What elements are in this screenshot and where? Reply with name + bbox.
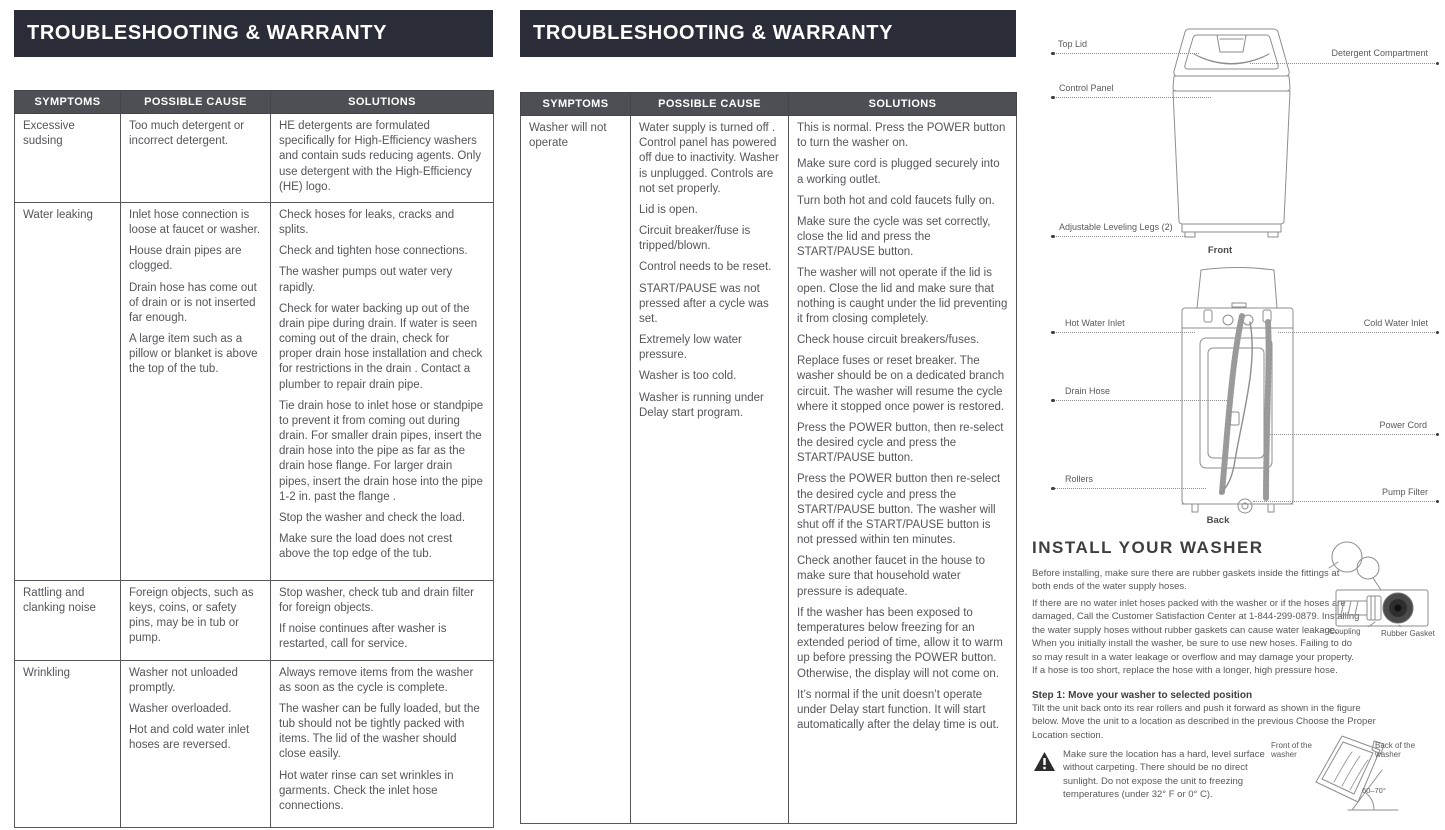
header-symptoms: SYMPTOMS: [15, 91, 121, 114]
solutions-cell: [271, 660, 494, 827]
cell-paragraph: Foreign objects, such as keys, coins, or safety pins, may be in tub or pump.: [129, 586, 254, 645]
cell-paragraph: Washer is running under Delay start program.: [639, 391, 764, 419]
table-header-row: [521, 93, 1017, 116]
header-solutions: SOLUTIONS: [271, 91, 494, 114]
causes-cell: [121, 202, 271, 580]
middle-column: [520, 10, 1016, 824]
label-adjustable-legs: Adjustable Leveling Legs (2): [1059, 222, 1173, 232]
cell-paragraph: Drain hose has come out of drain or is not inserted far enough.: [129, 281, 257, 324]
cell-paragraph: The washer pumps out water very rapidly.: [279, 266, 453, 294]
label-rubber-gasket: Rubber Gasket: [1381, 629, 1435, 638]
cell-paragraph: Hot water rinse can set wrinkles in garments. Check the inlet hose connections.: [279, 769, 454, 812]
label-drain-hose: Drain Hose: [1065, 386, 1111, 396]
cell-paragraph: Make sure the cycle was set correctly, close the lid and press the START/PAUSE button.: [797, 215, 991, 259]
cell-paragraph: Hot and cold water inlet hoses are reversed.: [129, 724, 250, 752]
front-diagram-caption: Front: [1207, 245, 1233, 256]
causes-cell: [121, 580, 271, 660]
step1-heading: Step 1: Move your washer to selected position: [1032, 690, 1253, 701]
table-header-row: [15, 91, 494, 114]
cell-paragraph: Press the POWER button then re-select the desired cycle and press the START/PAUSE button. The washer will shut off if the START/PAUSE button is not pressed within ten minutes.: [797, 473, 1001, 547]
solutions-cell: [789, 116, 1017, 824]
header-possible-cause: POSSIBLE CAUSE: [631, 93, 789, 116]
cell-paragraph: Make sure the load does not crest above the top edge of the tub.: [279, 533, 453, 561]
label-control-panel: Control Panel: [1059, 83, 1114, 93]
cell-paragraph: This is normal. Press the POWER button to turn the washer on.: [797, 122, 1006, 150]
cell-paragraph: Extremely low water pressure.: [639, 334, 742, 362]
cell-paragraph: If noise continues after washer is restarted, call for service.: [279, 623, 447, 651]
label-rollers: Rollers: [1065, 474, 1094, 484]
cell-paragraph: Water supply is turned off . Control panel has powered off due to inactivity. Washer is unplugged. Controls are not set properly.: [639, 122, 779, 195]
washer-back-illustration: [1170, 266, 1305, 514]
warning-text: Make sure the location has a hard, level surface without carpeting. There should be no direct sunlight. Do not expose the unit to freezing temperatures (under 32° F or 0° C).: [1063, 749, 1265, 801]
cell-paragraph: Make sure cord is plugged securely into a working outlet.: [797, 158, 1000, 186]
step1-body: Tilt the unit back onto its rear rollers and push it forward as shown in the figure below. Move the unit to a location as described in the previous Choose the Proper Location section.: [1032, 703, 1376, 741]
cell-paragraph: Control needs to be reset.: [639, 261, 772, 274]
cell-paragraph: Tie drain hose to inlet hose or standpipe to prevent it from coming out during drain. For smaller drain pipes, insert the drain hose into the pipe as far as the drain hose flange. For larger drain pipes, insert the drain hose into the pipe 1-2 in. past the flange .: [279, 399, 484, 503]
header-possible-cause: POSSIBLE CAUSE: [121, 91, 271, 114]
causes-cell: [121, 114, 271, 203]
coupling-gasket-illustration: [1323, 537, 1443, 627]
cell-paragraph: Washer is too cold.: [639, 370, 737, 383]
install-heading: INSTALL YOUR WASHER: [1032, 538, 1264, 557]
symptom-cell: Water leaking: [15, 202, 121, 580]
cell-paragraph: The washer can be fully loaded, but the tub should not be tightly packed with items. The lid of the washer should close easily.: [279, 702, 480, 761]
symptom-cell: Washer will not operate: [521, 116, 631, 824]
section-title-middle-text: TROUBLESHOOTING & WARRANTY: [533, 22, 894, 44]
left-column: [14, 10, 493, 828]
section-title-left: [14, 10, 493, 57]
cell-paragraph: Replace fuses or reset breaker. The washer should be on a dedicated branch circuit. The washer will resume the cycle where it stopped once power is restored.: [797, 355, 1005, 413]
cell-paragraph: The washer will not operate if the lid is open. Close the lid and make sure that nothing is caught under the lid preventing it from closing completely.: [797, 267, 1008, 325]
causes-cell: [631, 116, 789, 824]
header-solutions: SOLUTIONS: [789, 93, 1017, 116]
cell-paragraph: Stop washer, check tub and drain filter for foreign objects.: [279, 586, 474, 615]
cell-paragraph: Washer not unloaded promptly.: [129, 666, 238, 694]
cell-paragraph: Check another faucet in the house to make sure that household water pressure is adequate.: [797, 555, 985, 598]
back-diagram-caption: Back: [1206, 515, 1230, 526]
cell-paragraph: Turn both hot and cold faucets fully on.: [797, 194, 995, 207]
section-title-left-text: TROUBLESHOOTING & WARRANTY: [27, 22, 388, 44]
cell-paragraph: Lid is open.: [639, 203, 698, 216]
cell-paragraph: Press the POWER button, then re-select the desired cycle and press the START/PAUSE button.: [797, 421, 1004, 465]
cell-paragraph: START/PAUSE was not pressed after a cycle was set.: [639, 282, 769, 325]
cell-paragraph: If the washer has been exposed to temperatures below freezing for an extended period of time, allow it to warm up before pressing the POWER button. Otherwise, the display will not come on.: [797, 606, 1003, 680]
troubleshooting-table-left: [14, 90, 494, 828]
label-pump-filter: Pump Filter: [1381, 487, 1428, 497]
label-tilt-front: Front of the washer: [1271, 741, 1312, 760]
table-row: [15, 114, 494, 203]
label-coupling: Coupling: [1329, 627, 1361, 636]
label-top-lid: Top Lid: [1058, 39, 1088, 49]
label-tilt-angle: 60–70°: [1362, 786, 1386, 795]
cell-paragraph: A large item such as a pillow or blanket is above the top of the tub.: [129, 333, 258, 376]
solutions-cell: [271, 114, 494, 203]
cell-paragraph: Inlet hose connection is loose at faucet or washer.: [129, 208, 261, 237]
header-symptoms: SYMPTOMS: [521, 93, 631, 116]
install-paragraph-2: If there are no water inlet hoses packed with the washer or if the hoses are damaged, Call the Customer Satisfaction Center at 1-844-299-0879. Installing the water supply hoses without rubber gaskets can cause water leakage. When you initially install the washer, be sure to use new hoses. Failing to do so may result in a water leakage or overflow and may damage your property. If a hose is too short, replace the hose with a longer, high pressure hose.: [1032, 598, 1360, 677]
cell-paragraph: Check and tighten hose connections.: [279, 245, 468, 258]
washer-front-illustration: [1158, 26, 1306, 242]
cell-paragraph: Check house circuit breakers/fuses.: [797, 334, 980, 347]
table-row: [15, 580, 494, 660]
symptom-cell: Excessive sudsing: [15, 114, 121, 203]
label-detergent-compartment: Detergent Compartment: [1331, 48, 1428, 58]
solutions-cell: [271, 202, 494, 580]
label-hot-water-inlet: Hot Water Inlet: [1065, 318, 1125, 328]
cell-paragraph: Check for water backing up out of the drain pipe during drain. If water is seen coming out of the drain, check for proper drain hose installation and check for restrictions in the drain . Contact a plumber to repair drain pipe.: [279, 302, 483, 391]
section-title-middle: [520, 10, 1016, 57]
cell-paragraph: Stop the washer and check the load.: [279, 511, 466, 524]
right-column: [1030, 0, 1445, 830]
install-paragraph-1: Before installing, make sure there are rubber gaskets inside the fittings at both ends of the water supply hoses.: [1032, 568, 1340, 593]
cell-paragraph: HE detergents are formulated specifically for High-Efficiency washers and contain suds reducing agents. Only use detergent with the High-Efficiency (HE) logo.: [279, 120, 482, 193]
symptom-cell: Rattling and clanking noise: [15, 580, 121, 660]
cell-paragraph: Check hoses for leaks, cracks and splits.: [279, 208, 455, 237]
cell-paragraph: Too much detergent or incorrect detergent.: [129, 120, 245, 148]
troubleshooting-table-middle: [520, 92, 1017, 824]
label-tilt-back: Back of the washer: [1375, 741, 1416, 760]
label-cold-water-inlet: Cold Water Inlet: [1363, 318, 1428, 328]
cell-paragraph: Circuit breaker/fuse is tripped/blown.: [639, 225, 751, 253]
cell-paragraph: Washer overloaded.: [129, 702, 232, 715]
cell-paragraph: Always remove items from the washer as soon as the cycle is complete.: [279, 666, 474, 694]
symptom-cell: Wrinkling: [15, 660, 121, 827]
table-row: [15, 202, 494, 580]
solutions-cell: [271, 580, 494, 660]
warning-icon: [1033, 751, 1056, 772]
table-row: [15, 660, 494, 827]
cell-paragraph: House drain pipes are clogged.: [129, 245, 242, 273]
causes-cell: [121, 660, 271, 827]
cell-paragraph: It’s normal if the unit doesn’t operate under Delay start function. It will start automatically after the delay time is out.: [797, 688, 999, 732]
table-row: [521, 116, 1017, 824]
label-power-cord: Power Cord: [1379, 420, 1427, 430]
